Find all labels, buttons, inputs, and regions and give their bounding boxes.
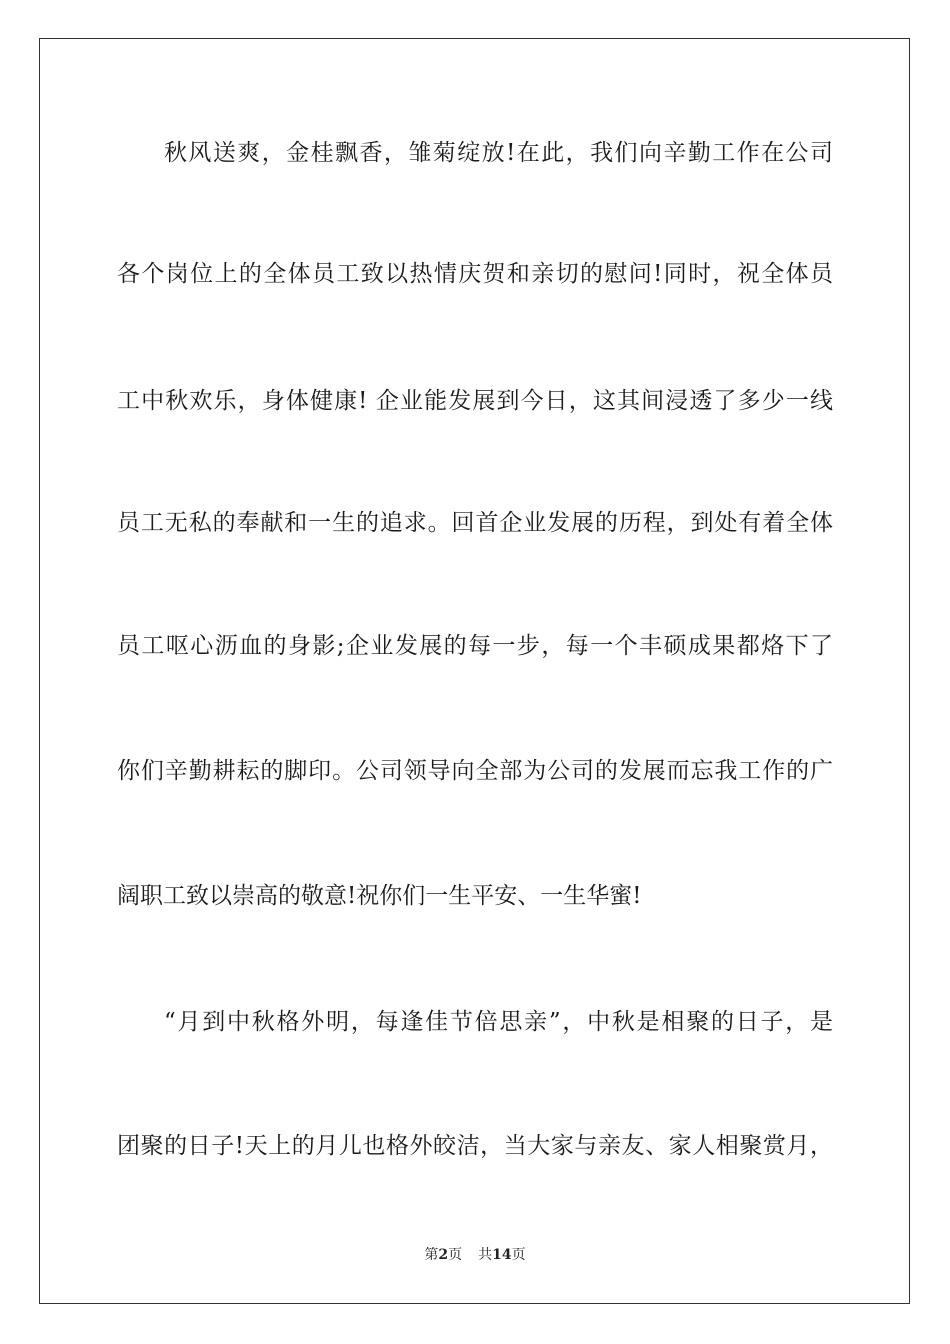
footer-total-suffix: 页 <box>511 1247 526 1263</box>
footer-total-pages: 14 <box>492 1247 512 1263</box>
page-border <box>39 38 910 1304</box>
paragraph-1-line-4: 员工无私的奉献和一生的追求。回首企业发展的历程，到处有着全体 <box>117 510 833 536</box>
paragraph-2-line-2: 团聚的日子!天上的月儿也格外皎洁，当大家与亲友、家人相聚赏月， <box>117 1133 833 1159</box>
paragraph-1-line-5: 员工呕心沥血的身影;企业发展的每一步，每一个丰硕成果都烙下了 <box>117 633 833 659</box>
footer-page-number: 2 <box>438 1247 449 1263</box>
paragraph-1-line-2: 各个岗位上的全体员工致以热情庆贺和亲切的慰问!同时，祝全体员 <box>117 261 833 287</box>
page-footer <box>0 1246 950 1264</box>
footer-total-prefix: 共 <box>478 1247 493 1263</box>
paragraph-1-line-6: 你们辛勤耕耘的脚印。公司领导向全部为公司的发展而忘我工作的广 <box>117 758 833 784</box>
paragraph-1-line-3: 工中秋欢乐，身体健康! 企业能发展到今日，这其间浸透了多少一线 <box>117 388 833 414</box>
paragraph-1-line-1: 秋风送爽，金桂飘香，雏菊绽放!在此，我们向辛勤工作在公司 <box>164 140 833 166</box>
footer-page-prefix: 第 <box>424 1247 439 1263</box>
paragraph-2-line-1: “月到中秋格外明，每逢佳节倍思亲”，中秋是相聚的日子，是 <box>164 1009 833 1035</box>
footer-page-suffix: 页 <box>448 1247 463 1263</box>
paragraph-1-line-7: 阔职工致以崇高的敬意!祝你们一生平安、一生华蜜! <box>117 883 642 909</box>
